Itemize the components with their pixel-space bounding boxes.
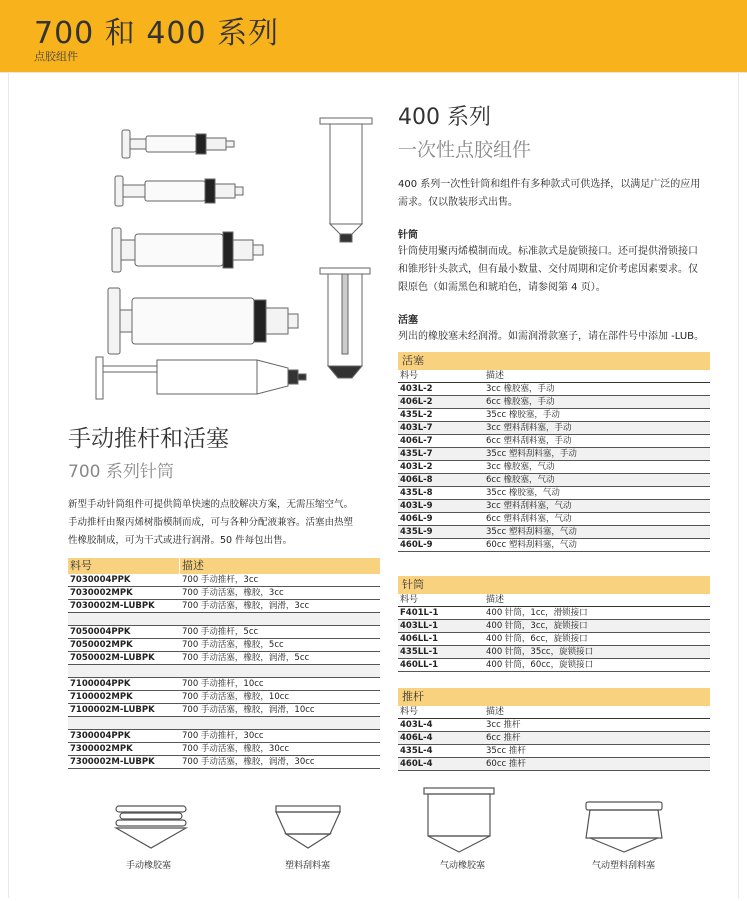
piston-type-label: 塑料刮料塞: [285, 861, 331, 871]
table-row: [398, 620, 710, 633]
piston-type-label: 气动橡胶塞: [440, 861, 486, 871]
barrel-description: 针筒使用聚丙烯模制而成。标准款式是旋锁接口。还可提供滑锁接口 和锥形针头款式，但有最小数量、交付周期和定价考虑因素要求。仅 限原色（如需黑色和琥珀色，请参阅第 4 页）。: [398, 246, 698, 293]
table-title: 推杆: [398, 688, 710, 706]
barrel-parts-table: [398, 576, 710, 672]
part-number-cell: 7100002M-LUBPK: [70, 705, 155, 715]
table-row: [398, 539, 710, 552]
part-number-cell: 435L-2: [400, 410, 433, 420]
series-400-section: [398, 100, 718, 346]
part-number-cell: 403L-9: [400, 501, 433, 511]
table-row: [398, 500, 710, 513]
table-row: [68, 574, 380, 587]
description-cell: 35cc 橡胶塞，手动: [486, 410, 560, 420]
syringe-10cc-image: [112, 228, 263, 272]
part-number-cell: 403LL-1: [400, 621, 439, 631]
table-row: [398, 383, 710, 396]
table-row: [398, 526, 710, 539]
table-row: [398, 422, 710, 435]
description-cell: 6cc 塑料刮料塞，手动: [486, 436, 572, 446]
description-cell: 700 手动活塞，橡胶，润滑，5cc: [182, 653, 310, 663]
barrel-heading: 针筒: [398, 230, 418, 241]
description-cell: 3cc 塑料刮料塞，气动: [486, 501, 572, 511]
description-cell: 6cc 塑料刮料塞，气动: [486, 514, 572, 524]
table-row: [68, 691, 380, 704]
part-number-cell: 460LL-1: [400, 660, 439, 670]
piston-description: 列出的橡胶塞未经润滑。如需润滑款塞子，请在部件号中添加 -LUB。: [398, 331, 705, 342]
part-number-cell: 460L-4: [400, 759, 433, 769]
series-700-section: [68, 420, 388, 550]
piston-heading: 活塞: [398, 315, 418, 326]
table-row: [68, 704, 380, 717]
table-row: [398, 409, 710, 422]
table-row: [68, 626, 380, 639]
description-cell: 400 针筒，6cc，旋锁接口: [486, 634, 588, 644]
part-number-cell: 7050004PPK: [70, 627, 131, 637]
table-column-header: 料号 描述: [398, 370, 710, 383]
barrel-horizontal-image: [96, 357, 306, 399]
table-row: [398, 745, 710, 758]
part-number-cell: F401L-1: [400, 608, 439, 618]
part-number-cell: 460L-9: [400, 540, 433, 550]
syringe-5cc-image: [115, 176, 243, 206]
part-number-cell: 403L-4: [400, 720, 433, 730]
table-row: [398, 435, 710, 448]
part-number-cell: 435L-8: [400, 488, 433, 498]
part-number-cell: 7030002M-LUBPK: [70, 601, 155, 611]
part-number-cell: 435L-9: [400, 527, 433, 537]
table-row: [68, 587, 380, 600]
description-cell: 400 针筒，60cc，旋锁接口: [486, 660, 594, 670]
description-cell: 6cc 推杆: [486, 733, 521, 743]
piston-type-label: 手动橡胶塞: [126, 861, 172, 871]
page-subtitle: 点胶组件: [34, 50, 78, 63]
table-row: [398, 758, 710, 771]
part-number-cell: 7100002MPK: [70, 692, 133, 702]
description-cell: 700 手动活塞，橡胶，30cc: [182, 744, 290, 754]
series-700-description: 新型手动针筒组件可提供简单快速的点胶解决方案，无需压缩空气。 手动推杆由聚丙烯树脂模制而成，可与各种分配液兼容。活塞由热塑 性橡胶制成，可为干式或进行润滑。50 件每包出售。: [68, 499, 354, 546]
description-cell: 60cc 推杆: [486, 759, 526, 769]
table-header: 料号 描述: [68, 558, 380, 574]
description-cell: 700 手动活塞，橡胶，10cc: [182, 692, 290, 702]
table-spacer: [68, 613, 380, 626]
table-row: [68, 756, 380, 769]
part-number-cell: 435L-7: [400, 449, 433, 459]
description-cell: 3cc 塑料刮料塞，手动: [486, 423, 572, 433]
part-number-cell: 406L-8: [400, 475, 433, 485]
part-number-cell: 406L-9: [400, 514, 433, 524]
table-row: [68, 639, 380, 652]
part-number-cell: 7300002MPK: [70, 744, 133, 754]
part-number-cell: 406L-2: [400, 397, 433, 407]
part-number-cell: 7300004PPK: [70, 731, 131, 741]
description-cell: 3cc 橡胶塞，手动: [486, 384, 555, 394]
part-number-cell: 406LL-1: [400, 634, 439, 644]
series-700-title: 手动推杆和活塞: [68, 426, 229, 452]
manual-rubber-piston-icon: [116, 806, 186, 848]
table-row: [68, 600, 380, 613]
plunger-parts-table: [398, 688, 710, 771]
description-cell: 700 手动推杆，5cc: [182, 627, 259, 637]
table-column-header: 料号 描述: [398, 594, 710, 607]
description-cell: 3cc 推杆: [486, 720, 521, 730]
description-cell: 35cc 橡胶塞，气动: [486, 488, 560, 498]
part-number-cell: 406L-4: [400, 733, 433, 743]
table-row: [398, 487, 710, 500]
table-row: [68, 678, 380, 691]
series-400-subtitle: 一次性点胶组件: [398, 139, 532, 161]
description-cell: 6cc 橡胶塞，手动: [486, 397, 555, 407]
series-400-title: 400 系列: [398, 105, 491, 130]
table-row: [68, 652, 380, 665]
table-row: [398, 732, 710, 745]
series-400-intro: 400 系列一次性针筒和组件有多种款式可供选择，以满足广泛的应用 需求。仅以散装形式出售。: [398, 179, 701, 208]
series-700-parts-table: [68, 558, 380, 769]
description-cell: 700 手动活塞，橡胶，润滑，10cc: [182, 705, 315, 715]
description-cell: 400 针筒，3cc，旋锁接口: [486, 621, 588, 631]
description-cell: 400 针筒，35cc，旋锁接口: [486, 647, 594, 657]
table-row: [398, 646, 710, 659]
table-row: [68, 743, 380, 756]
table-row: [398, 659, 710, 672]
table-spacer: [68, 665, 380, 678]
table-column-header: 料号 描述: [398, 706, 710, 719]
part-number-cell: 7030004PPK: [70, 575, 131, 585]
description-cell: 400 针筒，1cc，滑锁接口: [486, 608, 588, 618]
description-cell: 3cc 橡胶塞，气动: [486, 462, 555, 472]
pneumatic-wiper-piston-icon: [586, 802, 662, 852]
pneumatic-rubber-piston-icon: [424, 788, 494, 852]
table-spacer: [68, 717, 380, 730]
description-cell: 60cc 塑料刮料塞，气动: [486, 540, 577, 550]
part-number-cell: 7050002M-LUBPK: [70, 653, 155, 663]
table-row: [398, 607, 710, 620]
description-cell: 6cc 橡胶塞，气动: [486, 475, 555, 485]
description-cell: 700 手动活塞，橡胶，5cc: [182, 640, 284, 650]
part-number-cell: 403L-2: [400, 462, 433, 472]
description-cell: 700 手动推杆，30cc: [182, 731, 264, 741]
part-number-cell: 403L-2: [400, 384, 433, 394]
table-row: [398, 461, 710, 474]
barrel-with-plunger-image: [320, 268, 370, 378]
description-cell: 700 手动活塞，橡胶，润滑，3cc: [182, 601, 310, 611]
table-row: [398, 474, 710, 487]
table-row: [398, 396, 710, 409]
table-title: 针筒: [398, 576, 710, 594]
barrel-vertical-image: [320, 118, 372, 242]
description-cell: 700 手动推杆，3cc: [182, 575, 259, 585]
table-row: [398, 513, 710, 526]
page-title: 700 和 400 系列: [34, 16, 280, 51]
description-cell: 35cc 推杆: [486, 746, 526, 756]
series-700-subtitle: 700 系列针筒: [68, 462, 174, 482]
part-number-cell: 7300002M-LUBPK: [70, 757, 155, 767]
table-row: [398, 448, 710, 461]
description-cell: 35cc 塑料刮料塞，气动: [486, 527, 577, 537]
piston-type-label: 气动塑料刮料塞: [592, 861, 656, 871]
description-cell: 700 手动活塞，橡胶，润滑，30cc: [182, 757, 315, 767]
description-cell: 700 手动活塞，橡胶，3cc: [182, 588, 284, 598]
part-number-cell: 7030002MPK: [70, 588, 133, 598]
piston-parts-table: [398, 352, 710, 552]
description-cell: 700 手动推杆，10cc: [182, 679, 264, 689]
table-title: 活塞: [398, 352, 710, 370]
plastic-wiper-piston-icon: [276, 806, 340, 848]
part-number-cell: 7100004PPK: [70, 679, 131, 689]
part-number-cell: 403L-7: [400, 423, 433, 433]
syringe-30cc-image: [108, 288, 298, 354]
part-number-cell: 435L-4: [400, 746, 433, 756]
table-row: [398, 633, 710, 646]
part-number-cell: 406L-7: [400, 436, 433, 446]
table-row: [398, 719, 710, 732]
part-number-cell: 435LL-1: [400, 647, 439, 657]
part-number-cell: 7050002MPK: [70, 640, 133, 650]
table-row: [68, 730, 380, 743]
description-cell: 35cc 塑料刮料塞，手动: [486, 449, 577, 459]
syringe-3cc-image: [122, 130, 234, 158]
